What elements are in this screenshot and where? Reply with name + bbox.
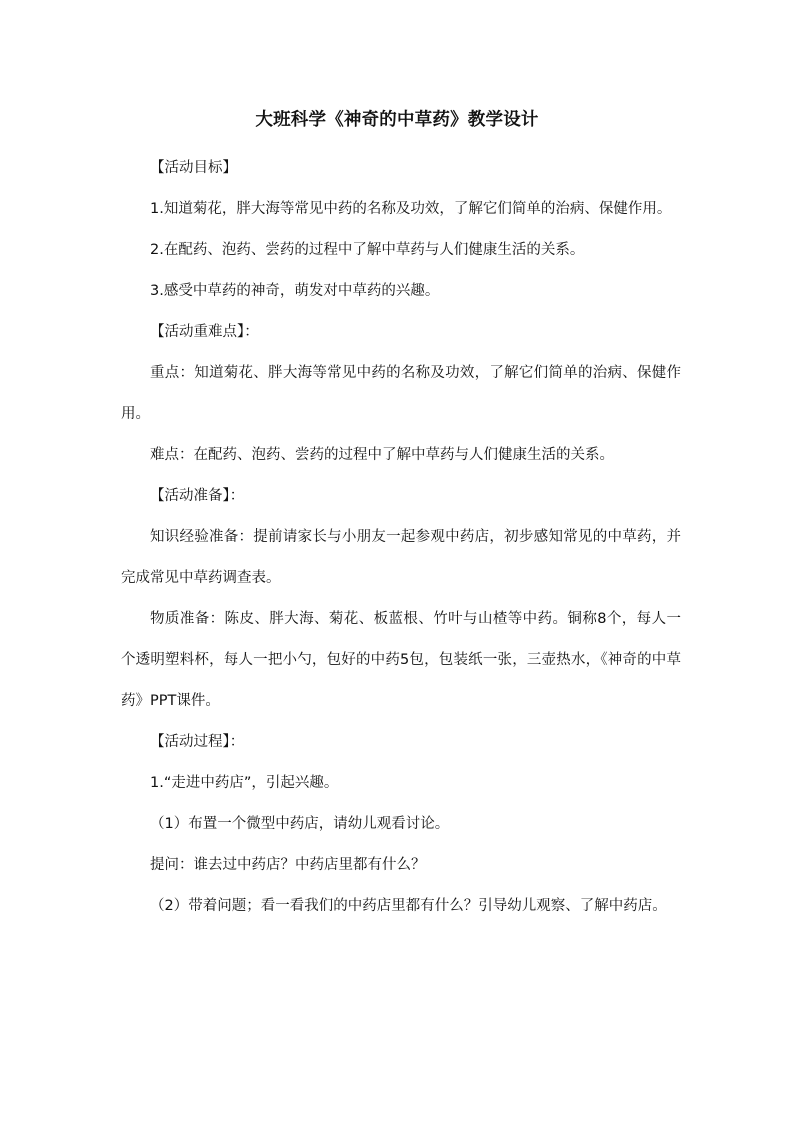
paragraph: 重点：知道菊花、胖大海等常见中药的名称及功效，了解它们简单的治病、保健作用。 <box>121 365 681 422</box>
section-heading-key-points: 【活动重难点】： <box>150 324 259 340</box>
paragraph: 提问：谁去过中药店？中药店里都有什么？ <box>150 857 426 873</box>
section-heading-goals: 【活动目标】 <box>150 160 237 176</box>
paragraph: 物质准备：陈皮、胖大海、菊花、板蓝根、竹叶与山楂等中药。铜称8个，每人一个透明塑料杯，每人一把小勺，包好的中药5包，包装纸一张，三壶热水，《神奇的中草药》PPT课件。 <box>121 611 681 709</box>
paragraph: 3.感受中草药的神奇，萌发对中草药的兴趣。 <box>150 283 440 299</box>
paragraph: （1）布置一个微型中药店，请幼儿观看讨论。 <box>150 816 450 832</box>
paragraph: 知识经验准备：提前请家长与小朋友一起参观中药店，初步感知常见的中草药，并完成常见中草药调查表。 <box>121 529 681 586</box>
paragraph: （2）带着问题；看一看我们的中药店里都有什么？引导幼儿观察、了解中药店。 <box>150 898 667 914</box>
document-body <box>121 148 681 927</box>
paragraph: 2.在配药、泡药、尝药的过程中了解中草药与人们健康生活的关系。 <box>150 242 585 258</box>
paragraph: 1.“走进中药店”，引起兴趣。 <box>150 775 339 791</box>
section-heading-process: 【活动过程】： <box>150 734 245 750</box>
paragraph: 1.知道菊花，胖大海等常见中药的名称及功效，了解它们简单的治病、保健作用。 <box>150 201 672 217</box>
paragraph: 难点：在配药、泡药、尝药的过程中了解中草药与人们健康生活的关系。 <box>150 447 614 463</box>
document-title: 大班科学《神奇的中草药》教学设计 <box>255 110 539 130</box>
section-heading-preparation: 【活动准备】： <box>150 488 245 504</box>
